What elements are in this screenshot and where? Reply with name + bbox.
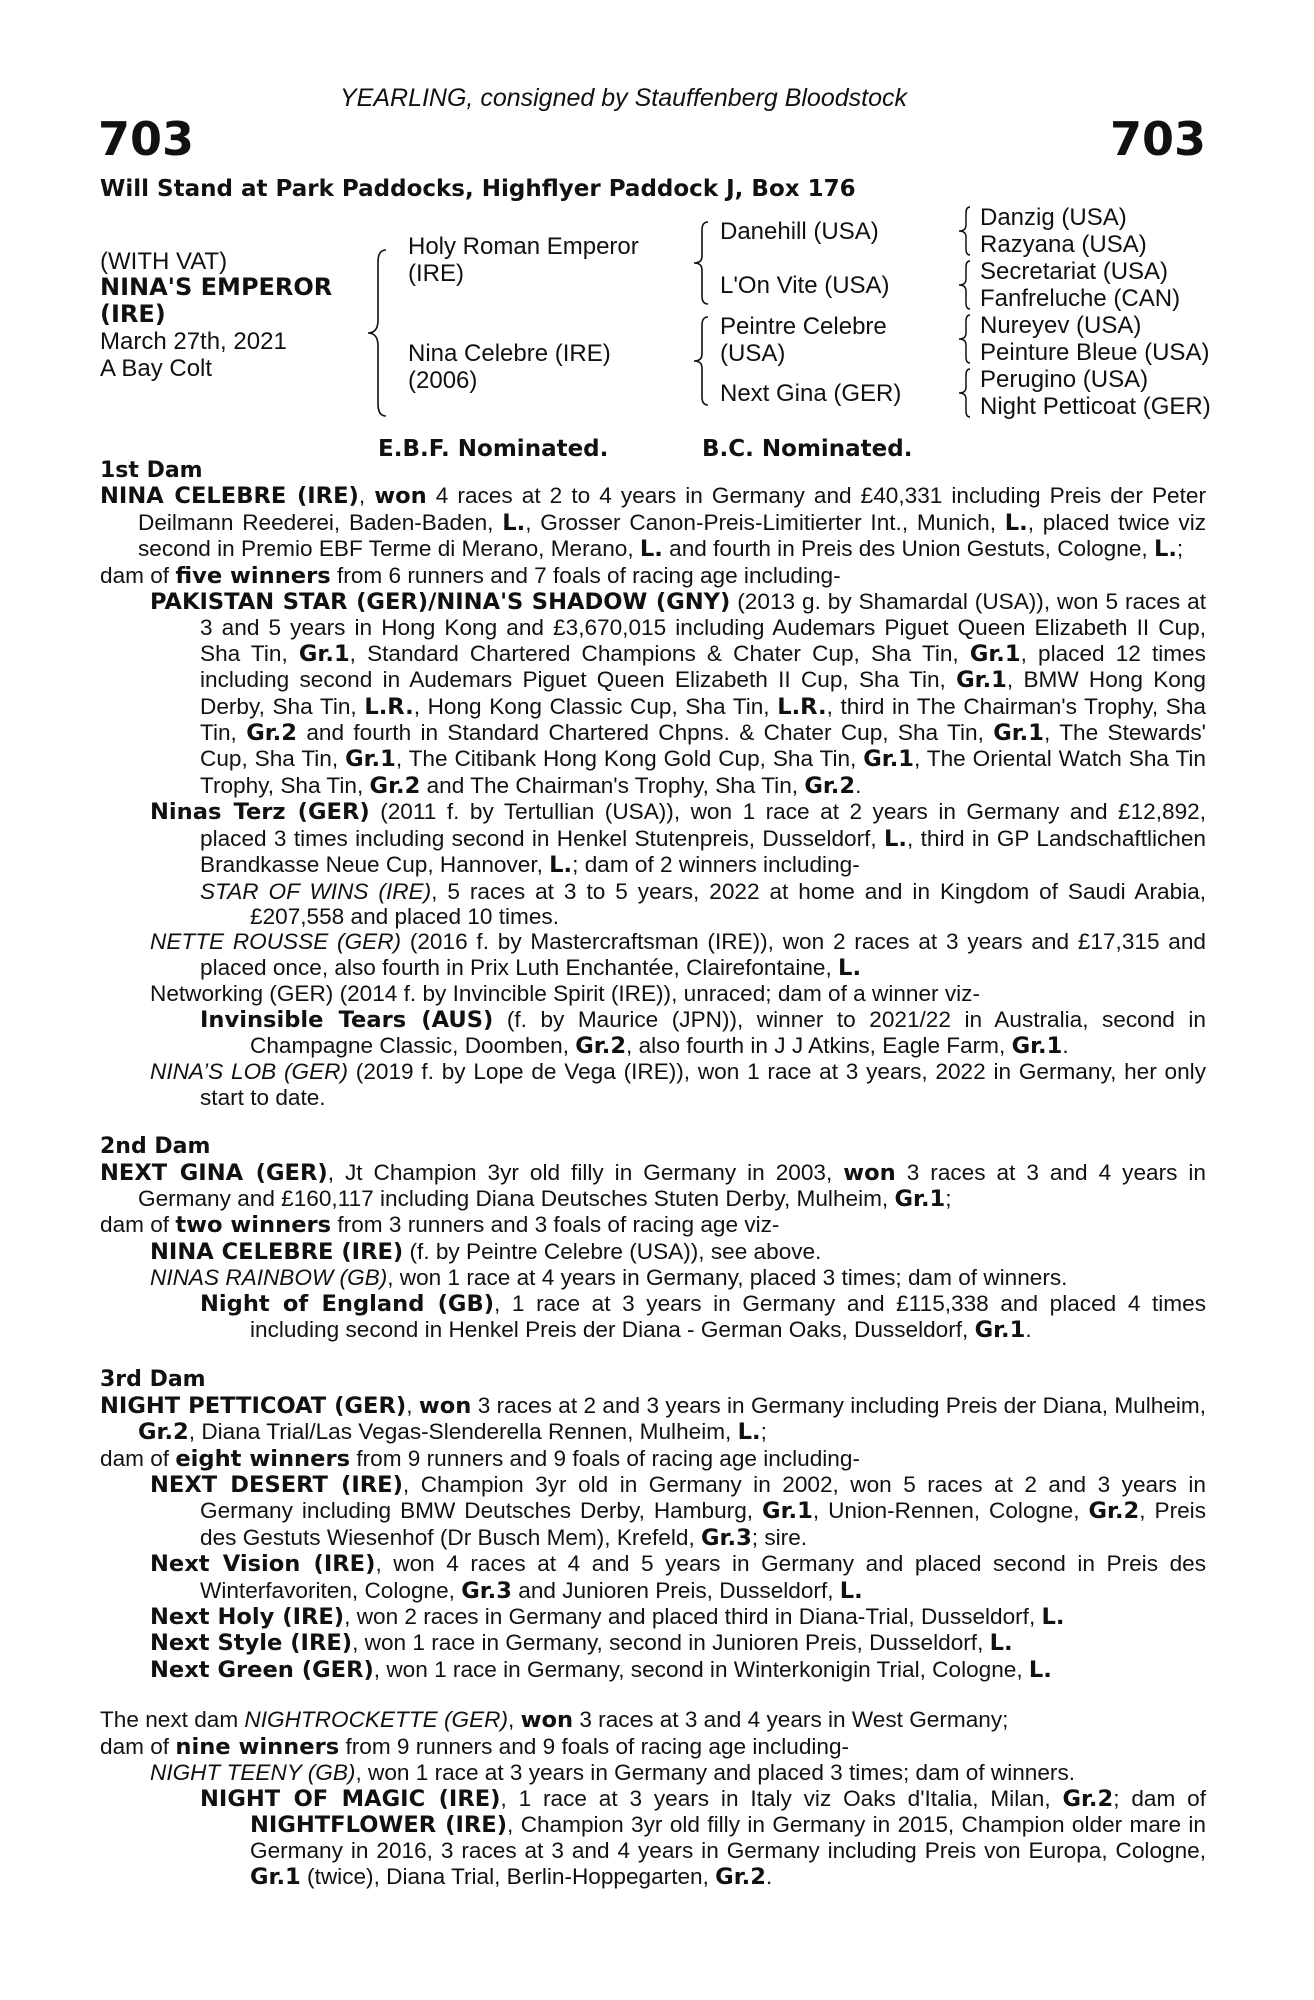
ancestor-4: Fanfreluche (CAN): [980, 285, 1181, 312]
pedigree-brace-gg4: [956, 367, 976, 419]
first-dam-summary: dam of five winners from 6 runners and 7 foals of racing age including-: [100, 562, 841, 589]
produce-ninas-terz: Ninas Terz (GER) (2011 f. by Tertullian (USA)), won 1 race at 2 years in Germany and £12,892, placed 3 times including second in Henkel Stutenpreis, Dusseldorf, L., third in GP Landschaftlichen Brandkasse Neue Cup, Hannover, L.; dam of 2 winners including-: [150, 799, 1206, 879]
vat-note: (WITH VAT): [100, 248, 228, 275]
second-dam-record: NEXT GINA (GER), Jt Champion 3yr old filly in Germany in 2003, won 3 races at 3 and 4 years in Germany and £160,117 including Diana Deutsches Stuten Derby, Mulheim, Gr.1;: [100, 1159, 1206, 1212]
first-dam-record: NINA CELEBRE (IRE), won 4 races at 2 to 4 years in Germany and £40,331 including Preis der Peter Deilmann Reederei, Baden-Baden, L., Grosser Canon-Preis-Limitierter Int., Munich, L., placed twice viz second in Premio EBF Terme di Merano, Merano, L. and fourth in Preis des Union Gestuts, Cologne, L.;: [100, 483, 1207, 563]
bc-nomination: B.C. Nominated.: [702, 436, 913, 462]
produce-ninas-rainbow: NINAS RAINBOW (GB), won 1 race at 4 years in Germany, placed 3 times; dam of winners.: [150, 1265, 1068, 1291]
ancestor-3: Secretariat (USA): [980, 258, 1169, 285]
grandsire-maternal: Peintre Celebre: [720, 313, 887, 340]
horse-name-country: (IRE): [100, 300, 166, 328]
produce-next-desert: NEXT DESERT (IRE), Champion 3yr old in Germany in 2002, won 5 races at 2 and 3 years in Germany including BMW Deutsches Derby, Hamburg, Gr.1, Union-Rennen, Cologne, Gr.2, Preis des Gestuts Wiesenhof (Dr Busch Mem), Krefeld, Gr.3; sire.: [150, 1472, 1207, 1551]
produce-networking: Networking (GER) (2014 f. by Invincible Spirit (IRE)), unraced; dam of a winner viz-: [150, 981, 980, 1007]
next-dam-record: The next dam NIGHTROCKETTE (GER), won 3 races at 3 and 4 years in West Germany;: [100, 1707, 1009, 1734]
dam-year: (2006): [408, 367, 478, 394]
foaling-date: March 27th, 2021: [100, 328, 287, 355]
third-dam-summary: dam of eight winners from 9 runners and 9 foals of racing age including-: [100, 1445, 860, 1472]
produce-night-of-england: Night of England (GB), 1 race at 3 years in Germany and £115,338 and placed 4 times including second in Henkel Preis der Diana - German Oaks, Dusseldorf, Gr.1.: [200, 1290, 1206, 1343]
produce-pakistan-star: PAKISTAN STAR (GER)/NINA'S SHADOW (GNY) (2013 g. by Shamardal (USA)), won 5 races at 3 and 5 years in Hong Kong and £3,670,015 including Audemars Piguet Queen Elizabeth II Cup, Sha Tin, Gr.1, Standard Chartered Champions & Chater Cup, Sha Tin, Gr.1, placed 12 times including second in Audemars Piguet Queen Elizabeth II Cup, Sha Tin, Gr.1, BMW Hong Kong Derby, Sha Tin, L.R., Hong Kong Classic Cup, Sha Tin, L.R., third in The Chairman's Trophy, Sha Tin, Gr.2 and fourth in Standard Chartered Chpns. & Chater Cup, Sha Tin, Gr.1, The Stewards' Cup, Sha Tin, Gr.1, The Citibank Hong Kong Gold Cup, Sha Tin, Gr.1, The Oriental Watch Sha Tin Trophy, Sha Tin, Gr.2 and The Chairman's Trophy, Sha Tin, Gr.2.: [150, 589, 1206, 799]
lot-number-left: 703: [98, 112, 195, 166]
section-heading-3rd-dam: 3rd Dam: [100, 1367, 206, 1393]
dam-name: Nina Celebre (IRE): [408, 340, 611, 367]
produce-record: [100, 458, 1206, 1890]
granddam-paternal: L'On Vite (USA): [720, 272, 890, 299]
third-dam-record: NIGHT PETTICOAT (GER), won 3 races at 2 and 3 years in Germany including Preis der Diana, Mulheim, Gr.2, Diana Trial/Las Vegas-Slenderella Rennen, Mulheim, L.;: [100, 1392, 1206, 1446]
produce-nette-rousse: NETTE ROUSSE (GER) (2016 f. by Mastercraftsman (IRE)), won 2 races at 3 years and £17,315 and placed once, also fourth in Prix Luth Enchantée, Clairefontaine, L.: [150, 929, 1206, 981]
section-heading-2nd-dam: 2nd Dam: [100, 1134, 211, 1160]
pedigree-brace-main: [364, 248, 394, 418]
ancestor-7: Perugino (USA): [980, 366, 1149, 393]
consignor-line: YEARLING, consigned by Stauffenberg Bloodstock: [340, 84, 907, 112]
grandsire-maternal-country: (USA): [720, 340, 786, 367]
pedigree-brace-gg1: [956, 205, 976, 257]
produce-night-teeny: NIGHT TEENY (GB), won 1 race at 3 years in Germany and placed 3 times; dam of winners.: [150, 1760, 1076, 1786]
horse-name: NINA'S EMPEROR: [100, 273, 333, 301]
produce-next-style: Next Style (IRE), won 1 race in Germany, second in Junioren Preis, Dusseldorf, L.: [150, 1630, 1013, 1657]
sire-name: Holy Roman Emperor: [408, 233, 639, 260]
ancestor-8: Night Petticoat (GER): [980, 393, 1211, 420]
produce-ninas-lob: NINA’S LOB (GER) (2019 f. by Lope de Vega (IRE)), won 1 race at 3 years, 2022 in Germany, her only start to date.: [150, 1059, 1206, 1110]
sire-country: (IRE): [408, 260, 464, 287]
second-dam-summary: dam of two winners from 3 runners and 3 foals of racing age viz-: [100, 1212, 780, 1239]
ancestor-5: Nureyev (USA): [980, 312, 1142, 339]
produce-next-green: Next Green (GER), won 1 race in Germany, second in Winterkonigin Trial, Cologne, L.: [150, 1656, 1052, 1683]
produce-star-of-wins: STAR OF WINS (IRE), 5 races at 3 to 5 years, 2022 at home and in Kingdom of Saudi Arabia, £207,558 and placed 10 times.: [200, 878, 1206, 929]
produce-next-vision: Next Vision (IRE), won 4 races at 4 and 5 years in Germany and placed second in Preis des Winterfavoriten, Cologne, Gr.3 and Junioren Preis, Dusseldorf, L.: [150, 1551, 1206, 1604]
pedigree-brace-gg2: [956, 259, 976, 311]
stand-location: Will Stand at Park Paddocks, Highflyer Paddock J, Box 176: [100, 176, 856, 202]
section-heading-1st-dam: 1st Dam: [100, 458, 203, 483]
grandsire-paternal: Danehill (USA): [720, 218, 879, 245]
horse-description: A Bay Colt: [100, 355, 213, 382]
lot-number-right: 703: [1109, 112, 1206, 166]
pedigree-brace-dam: [690, 315, 714, 407]
granddam-maternal: Next Gina (GER): [720, 380, 902, 407]
ancestor-1: Danzig (USA): [980, 204, 1127, 231]
ebf-nomination: E.B.F. Nominated.: [378, 436, 609, 462]
pedigree-brace-sire: [690, 220, 714, 306]
next-dam-summary: dam of nine winners from 9 runners and 9 foals of racing age including-: [100, 1733, 850, 1760]
produce-invinsible-tears: Invinsible Tears (AUS) (f. by Maurice (JPN)), winner to 2021/22 in Australia, second in Champagne Classic, Doomben, Gr.2, also fourth in J J Atkins, Eagle Farm, Gr.1.: [200, 1006, 1206, 1059]
pedigree-brace-gg3: [956, 313, 976, 365]
produce-nina-celebre: NINA CELEBRE (IRE) (f. by Peintre Celebre (USA)), see above.: [150, 1238, 822, 1265]
produce-next-holy: Next Holy (IRE), won 2 races in Germany and placed third in Diana-Trial, Dusseldorf, L.: [150, 1604, 1065, 1631]
ancestor-2: Razyana (USA): [980, 231, 1147, 258]
ancestor-6: Peinture Bleue (USA): [980, 339, 1210, 366]
produce-night-of-magic: NIGHT OF MAGIC (IRE), 1 race at 3 years in Italy viz Oaks d'Italia, Milan, Gr.2; dam of NIGHTFLOWER (IRE), Champion 3yr old filly in Germany in 2015, Champion older mare in Germany in 2016, 3 races at 3 and 4 years in Germany including Preis von Europa, Cologne, Gr.1 (twice), Diana Trial, Berlin-Hoppegarten, Gr.2.: [200, 1785, 1206, 1890]
